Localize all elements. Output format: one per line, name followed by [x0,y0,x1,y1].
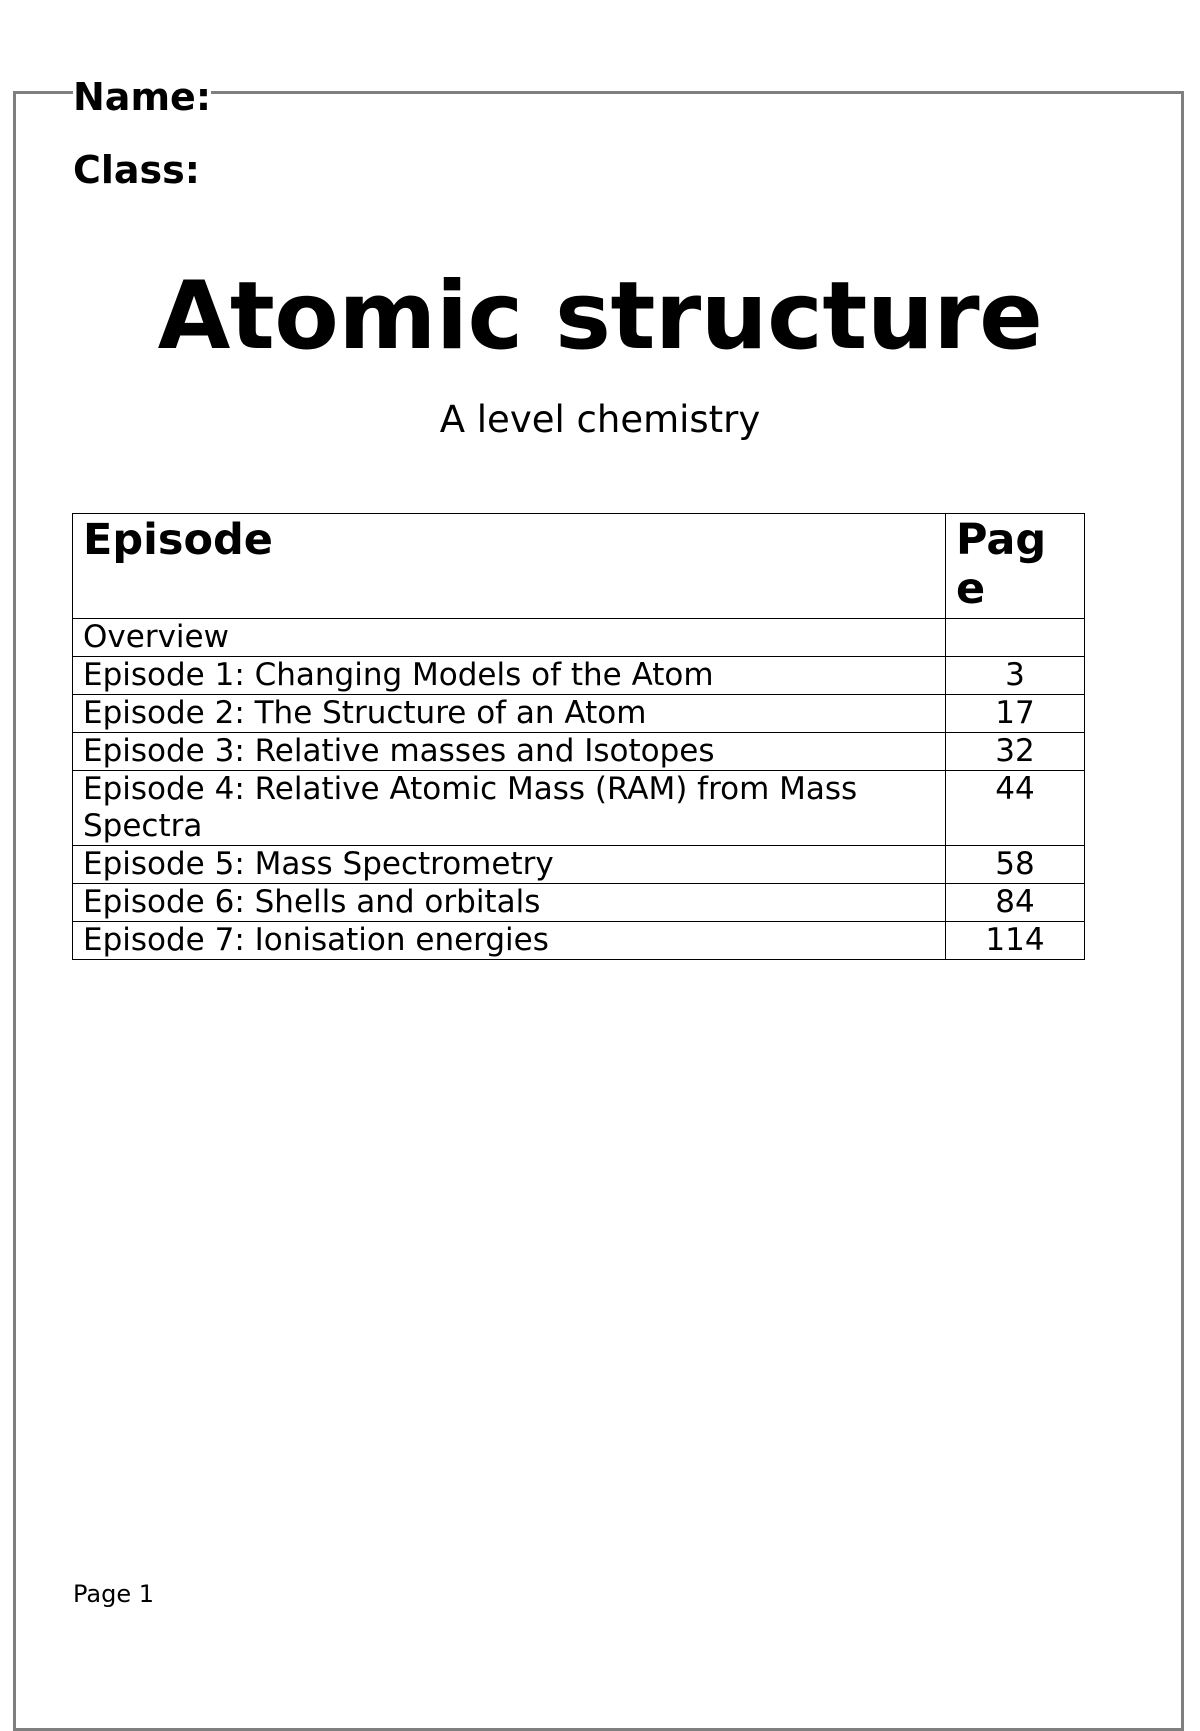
toc-episode: Episode 6: Shells and orbitals [73,884,946,922]
toc-page: 32 [946,733,1085,771]
table-row [73,619,1085,657]
table-row [73,922,1085,960]
toc-episode: Episode 4: Relative Atomic Mass (RAM) from Mass Spectra [73,771,946,846]
table-row [73,733,1085,771]
page-number: Page 1 [73,1580,154,1608]
toc-page: 17 [946,695,1085,733]
class-label: Class: [73,148,200,192]
toc-episode: Episode 1: Changing Models of the Atom [73,657,946,695]
toc-page: 44 [946,771,1085,846]
toc-page: 3 [946,657,1085,695]
toc-episode: Episode 3: Relative masses and Isotopes [73,733,946,771]
toc-episode: Overview [73,619,946,657]
toc-episode: Episode 7: Ionisation energies [73,922,946,960]
toc-header-row [73,514,1085,619]
table-row [73,657,1085,695]
toc-page: 114 [946,922,1085,960]
table-row [73,771,1085,846]
toc-page: 58 [946,846,1085,884]
table-row [73,695,1085,733]
toc-header-episode: Episode [73,514,946,619]
toc-page: 84 [946,884,1085,922]
toc-episode: Episode 2: The Structure of an Atom [73,695,946,733]
toc-page [946,619,1085,657]
table-row [73,846,1085,884]
name-label: Name: [73,75,212,119]
table-row [73,884,1085,922]
toc-episode: Episode 5: Mass Spectrometry [73,846,946,884]
document-subtitle: A level chemistry [439,398,761,441]
document-title: Atomic structure [157,262,1043,371]
table-of-contents [72,513,1085,960]
toc-header-page: Page [946,514,1085,619]
